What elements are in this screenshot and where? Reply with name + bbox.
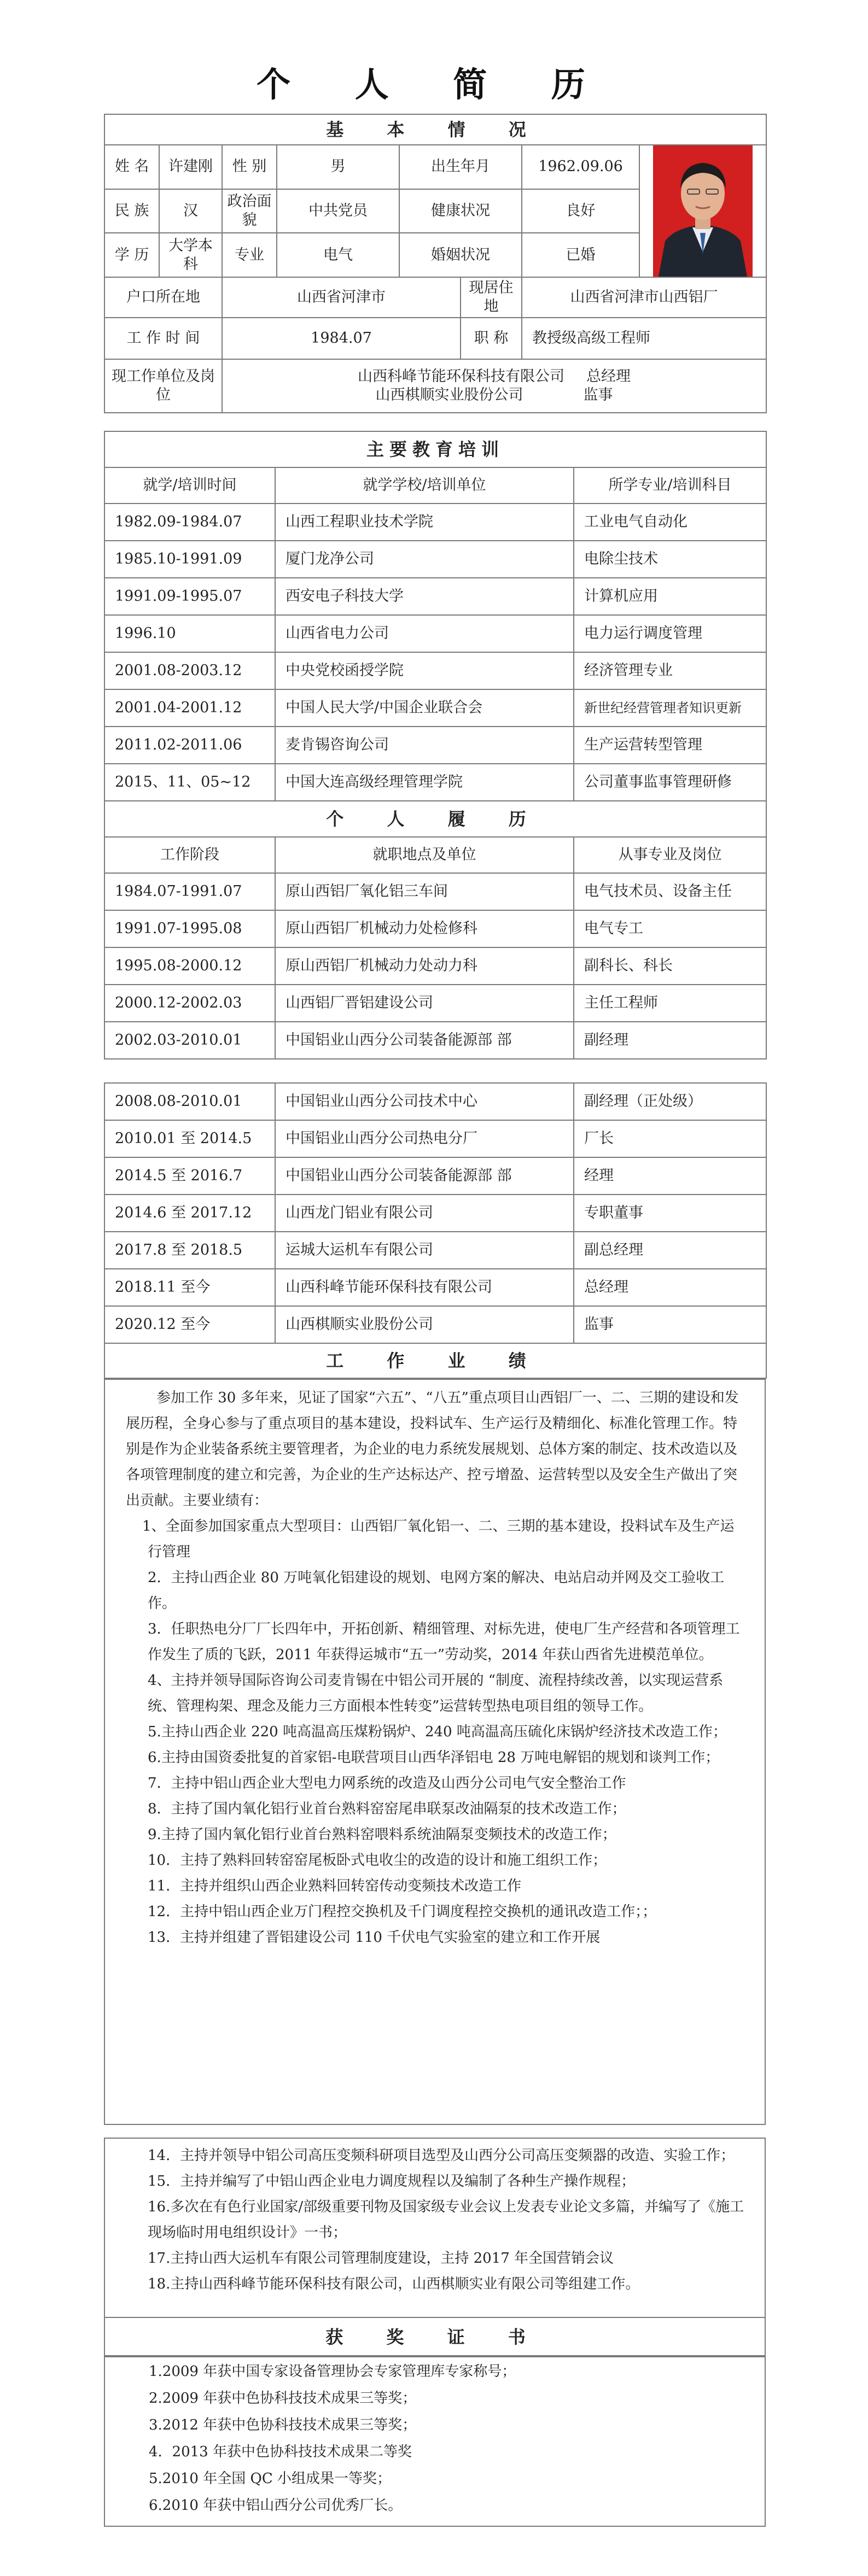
exp-unit: 中国铝业山西分公司装备能源部 部 xyxy=(275,1022,574,1059)
exp-post: 电气专工 xyxy=(574,910,766,947)
table-row xyxy=(104,578,766,615)
table-row xyxy=(104,1269,766,1306)
table-row xyxy=(104,504,766,541)
exp-unit: 山西棋顺实业股份公司 xyxy=(275,1306,574,1343)
edu-major: 电力运行调度管理 xyxy=(574,615,766,652)
section-awards-heading: 获 奖 证 书 xyxy=(104,2317,765,2357)
achievement-item: 6.主持由国资委批复的首家铝-电联营项目山西华泽铝电 28 万吨电解铝的规划和谈判工作； xyxy=(148,1749,720,1766)
exp-period: 1991.07-1995.08 xyxy=(104,910,275,947)
exp-post: 电气技术员、设备主任 xyxy=(574,873,766,910)
edu-school: 中央党校函授学院 xyxy=(275,652,574,689)
edu-school: 麦肯锡咨询公司 xyxy=(275,727,574,764)
edu-school: 厦门龙净公司 xyxy=(275,541,574,578)
worktime-label: 工 作 时 间 xyxy=(104,318,222,359)
ethnic-value: 汉 xyxy=(159,189,222,233)
photo-cell xyxy=(639,145,766,277)
health-label: 健康状况 xyxy=(399,189,522,233)
section-basic-heading: 基 本 情 况 xyxy=(104,114,766,145)
exp-unit: 原山西铝厂氧化铝三车间 xyxy=(275,873,574,910)
table-row xyxy=(104,985,766,1022)
edu-time: 2001.04-2001.12 xyxy=(104,689,275,727)
edu-time: 2001.08-2003.12 xyxy=(104,652,275,689)
award-item: 4．2013 年获中色协科技技术成果二等奖 xyxy=(149,2444,412,2460)
exp-unit: 原山西铝厂机械动力处动力科 xyxy=(275,947,574,985)
exp-period: 1995.08-2000.12 xyxy=(104,947,275,985)
exp-period: 2020.12 至今 xyxy=(104,1306,275,1343)
edu-time: 2011.02-2011.06 xyxy=(104,727,275,764)
exp-post: 主任工程师 xyxy=(574,985,766,1022)
exp-post: 总经理 xyxy=(574,1269,766,1306)
achievement-item: 5.主持山西企业 220 吨高温高压煤粉锅炉、240 吨高温高压硫化床锅炉经济技术改造工作； xyxy=(148,1724,727,1740)
exp-period: 2014.6 至 2017.12 xyxy=(104,1195,275,1232)
exp-post: 副总经理 xyxy=(574,1232,766,1269)
exp-period: 2014.5 至 2016.7 xyxy=(104,1157,275,1195)
table-row xyxy=(104,652,766,689)
name-value: 许建刚 xyxy=(159,145,222,189)
edu-time: 1985.10-1991.09 xyxy=(104,541,275,578)
edu-school: 中国大连高级经理管理学院 xyxy=(275,764,574,801)
hukou-value: 山西省河津市 xyxy=(222,277,461,318)
major-label: 专业 xyxy=(222,233,277,277)
exp-unit: 山西科峰节能环保科技有限公司 xyxy=(275,1269,574,1306)
exp-period: 2010.01 至 2014.5 xyxy=(104,1120,275,1157)
exp-period: 1984.07-1991.07 xyxy=(104,873,275,910)
table-row xyxy=(104,1120,766,1157)
edu-major: 计算机应用 xyxy=(574,578,766,615)
achievement-item: 17.主持山西大运机车有限公司管理制度建设，主持 2017 年全国营销会议 xyxy=(148,2250,614,2267)
exp-header-post: 从事专业及岗位 xyxy=(574,837,766,873)
exp-post: 专职董事 xyxy=(574,1195,766,1232)
edu-major: 电除尘技术 xyxy=(574,541,766,578)
edu-time: 2015、11、05~12 xyxy=(104,764,275,801)
title-label: 职 称 xyxy=(461,318,522,359)
marital-value: 已婚 xyxy=(522,233,639,277)
portrait-photo xyxy=(653,145,753,277)
edu-school: 中国人民大学/中国企业联合会 xyxy=(275,689,574,727)
section-experience-heading: 个 人 履 历 xyxy=(104,801,766,837)
exp-unit: 中国铝业山西分公司热电分厂 xyxy=(275,1120,574,1157)
achievement-item: 8．主持了国内氧化铝行业首台熟料窑窑尾串联泵改油隔泵的技术改造工作； xyxy=(148,1801,626,1817)
table-row xyxy=(104,689,766,727)
exp-header-period: 工作阶段 xyxy=(104,837,275,873)
table-row xyxy=(104,1195,766,1232)
exp-header-unit: 就职地点及单位 xyxy=(275,837,574,873)
achievement-item: 2．主持山西企业 80 万吨氧化铝建设的规划、电网方案的解决、电站启动并网及交工验收工作。 xyxy=(148,1570,725,1612)
achievement-item: 11．主持并组织山西企业熟料回转窑传动变频技术改造工作 xyxy=(148,1878,522,1894)
edu-major: 生产运营转型管理 xyxy=(574,727,766,764)
gender-value: 男 xyxy=(277,145,399,189)
achievement-item: 13．主持并组建了晋铝建设公司 110 千伏电气实验室的建立和工作开展 xyxy=(148,1929,601,1946)
resume-table-main xyxy=(104,114,767,413)
edu-major: 公司董事监事管理研修 xyxy=(574,764,766,801)
table-row xyxy=(104,727,766,764)
table-row xyxy=(104,615,766,652)
gender-label: 性 别 xyxy=(222,145,277,189)
exp-post: 副科长、科长 xyxy=(574,947,766,985)
unit-label: 现工作单位及岗位 xyxy=(104,359,222,413)
awards-heading-table xyxy=(104,2317,766,2357)
exp-unit: 中国铝业山西分公司装备能源部 部 xyxy=(275,1157,574,1195)
edu-value: 大学本科 xyxy=(159,233,222,277)
table-row xyxy=(104,873,766,910)
table-row xyxy=(104,764,766,801)
edu-major: 工业电气自动化 xyxy=(574,504,766,541)
table-row xyxy=(104,1157,766,1195)
edu-header-time: 就学/培训时间 xyxy=(104,467,275,504)
unit-value xyxy=(222,359,766,413)
achievement-item: 18.主持山西科峰节能环保科技有限公司，山西棋顺实业有限公司等组建工作。 xyxy=(148,2276,640,2292)
exp-post: 厂长 xyxy=(574,1120,766,1157)
exp-period: 2000.12-2002.03 xyxy=(104,985,275,1022)
table-row xyxy=(104,1083,766,1120)
edu-time: 1991.09-1995.07 xyxy=(104,578,275,615)
unit2-post: 监事 xyxy=(583,387,613,403)
awards-block xyxy=(104,2355,766,2527)
edu-school: 山西省电力公司 xyxy=(275,615,574,652)
achievement-item: 16.多次在有色行业国家/部级重要刊物及国家级专业会议上发表专业论文多篇，并编写了《施工现场临时用电组织设计》一书； xyxy=(148,2199,744,2241)
title-value: 教授级高级工程师 xyxy=(522,318,766,359)
major-value: 电气 xyxy=(277,233,399,277)
exp-period: 2018.11 至今 xyxy=(104,1269,275,1306)
achievement-item: 3．任职热电分厂厂长四年中，开拓创新、精细管理、对标先进，使电厂生产经营和各项管理工作发生了质的飞跃，2011 年获得运城市“五一”劳动奖，2014 年获山西省先进模范单位。 xyxy=(148,1621,740,1663)
unit1-post: 总经理 xyxy=(586,368,631,385)
table-row xyxy=(104,1306,766,1343)
unit2-name: 山西棋顺实业股份公司 xyxy=(375,387,523,403)
exp-period: 2008.08-2010.01 xyxy=(104,1083,275,1120)
achievement-item: 9.主持了国内氧化铝行业首台熟料窑喂料系统油隔泵变频技术的改造工作； xyxy=(148,1826,616,1843)
section-education-heading: 主要教育培训 xyxy=(104,431,766,467)
achievement-item: 15．主持并编写了中铝山西企业电力调度规程以及编制了各种生产操作规程； xyxy=(148,2173,636,2189)
exp-unit: 运城大运机车有限公司 xyxy=(275,1232,574,1269)
award-item: 3.2012 年获中色协科技技术成果三等奖； xyxy=(149,2417,417,2433)
award-item: 6.2010 年获中铝山西分公司优秀厂长。 xyxy=(149,2497,403,2514)
ethnic-label: 民 族 xyxy=(104,189,159,233)
birth-label: 出生年月 xyxy=(399,145,522,189)
edu-time: 1996.10 xyxy=(104,615,275,652)
achievement-item: 4、主持并领导国际咨询公司麦肯锡在中铝公司开展的 “制度、流程持续改善，以实现运营系统、管理构架、理念及能力三方面根本性转变”运营转型热电项目组的领导工作。 xyxy=(148,1672,724,1714)
hukou-label: 户口所在地 xyxy=(104,277,222,318)
table-row xyxy=(104,541,766,578)
edu-school: 山西工程职业技术学院 xyxy=(275,504,574,541)
achievements-block-continued xyxy=(104,2138,766,2318)
achievement-item: 14．主持并领导中铝公司高压变频科研项目选型及山西分公司高压变频器的改造、实验工作； xyxy=(148,2147,735,2164)
unit1-name: 山西科峰节能环保科技有限公司 xyxy=(358,368,564,385)
table-row xyxy=(104,1232,766,1269)
award-item: 5.2010 年全国 QC 小组成果一等奖； xyxy=(149,2470,391,2487)
award-item: 2.2009 年获中色协科技技术成果三等奖； xyxy=(149,2390,417,2407)
exp-unit: 山西龙门铝业有限公司 xyxy=(275,1195,574,1232)
table-row xyxy=(104,1022,766,1059)
exp-period: 2002.03-2010.01 xyxy=(104,1022,275,1059)
education-table xyxy=(104,431,767,1059)
political-value: 中共党员 xyxy=(277,189,399,233)
name-label: 姓 名 xyxy=(104,145,159,189)
achievements-block xyxy=(104,1379,766,2125)
exp-post: 副经理（正处级） xyxy=(574,1083,766,1120)
residence-label: 现居住地 xyxy=(461,277,522,318)
table-row xyxy=(104,947,766,985)
edu-major: 新世纪经营管理者知识更新 xyxy=(574,689,766,727)
award-item: 1.2009 年获中国专家设备管理协会专家管理库专家称号； xyxy=(149,2363,516,2380)
achievement-item: 12．主持中铝山西企业万门程控交换机及千门调度程控交换机的通讯改造工作；； xyxy=(148,1904,657,1920)
exp-post: 监事 xyxy=(574,1306,766,1343)
achievements-intro: 参加工作 30 多年来，见证了国家“六五”、“八五”重点项目山西铝厂一、二、三期的建设和发展历程，全身心参与了重点项目的基本建设，投料试车、生产运行及精细化、标准化管理工作。特别是作为企业装备系统主要管理者，为企业的电力系统发展规划、总体方案的制定、技术改造以及各项管理制度的建立和完善，为企业的生产达标达产、控亏增盈、运营转型以及安全生产做出了突出贡献。主要业绩有： xyxy=(126,1390,739,1509)
exp-post: 副经理 xyxy=(574,1022,766,1059)
exp-period: 2017.8 至 2018.5 xyxy=(104,1232,275,1269)
exp-unit: 原山西铝厂机械动力处检修科 xyxy=(275,910,574,947)
worktime-value: 1984.07 xyxy=(222,318,461,359)
exp-post: 经理 xyxy=(574,1157,766,1195)
table-row xyxy=(104,910,766,947)
achievement-item: 7．主持中铝山西企业大型电力网系统的改造及山西分公司电气安全整治工作 xyxy=(148,1775,626,1792)
edu-time: 1982.09-1984.07 xyxy=(104,504,275,541)
exp-unit: 中国铝业山西分公司技术中心 xyxy=(275,1083,574,1120)
edu-label: 学 历 xyxy=(104,233,159,277)
experience-table-continued xyxy=(104,1082,767,1379)
edu-major: 经济管理专业 xyxy=(574,652,766,689)
marital-label: 婚姻状况 xyxy=(399,233,522,277)
section-achievements-heading: 工 作 业 绩 xyxy=(104,1343,766,1378)
exp-unit: 山西铝厂晋铝建设公司 xyxy=(275,985,574,1022)
residence-value: 山西省河津市山西铝厂 xyxy=(522,277,766,318)
edu-header-major: 所学专业/培训科目 xyxy=(574,467,766,504)
edu-school: 西安电子科技大学 xyxy=(275,578,574,615)
political-label: 政治面貌 xyxy=(222,189,277,233)
health-value: 良好 xyxy=(522,189,639,233)
achievement-item: 10．主持了熟料回转窑窑尾板卧式电收尘的改造的设计和施工组织工作； xyxy=(148,1852,607,1869)
achievement-item: 1、全面参加国家重点大型项目：山西铝厂氧化铝一、二、三期的基本建设，投料试车及生产运行管理 xyxy=(142,1518,735,1560)
edu-header-school: 就学学校/培训单位 xyxy=(275,467,574,504)
birth-value: 1962.09.06 xyxy=(522,145,639,189)
page-title: 个 人 简 历 xyxy=(257,65,611,104)
